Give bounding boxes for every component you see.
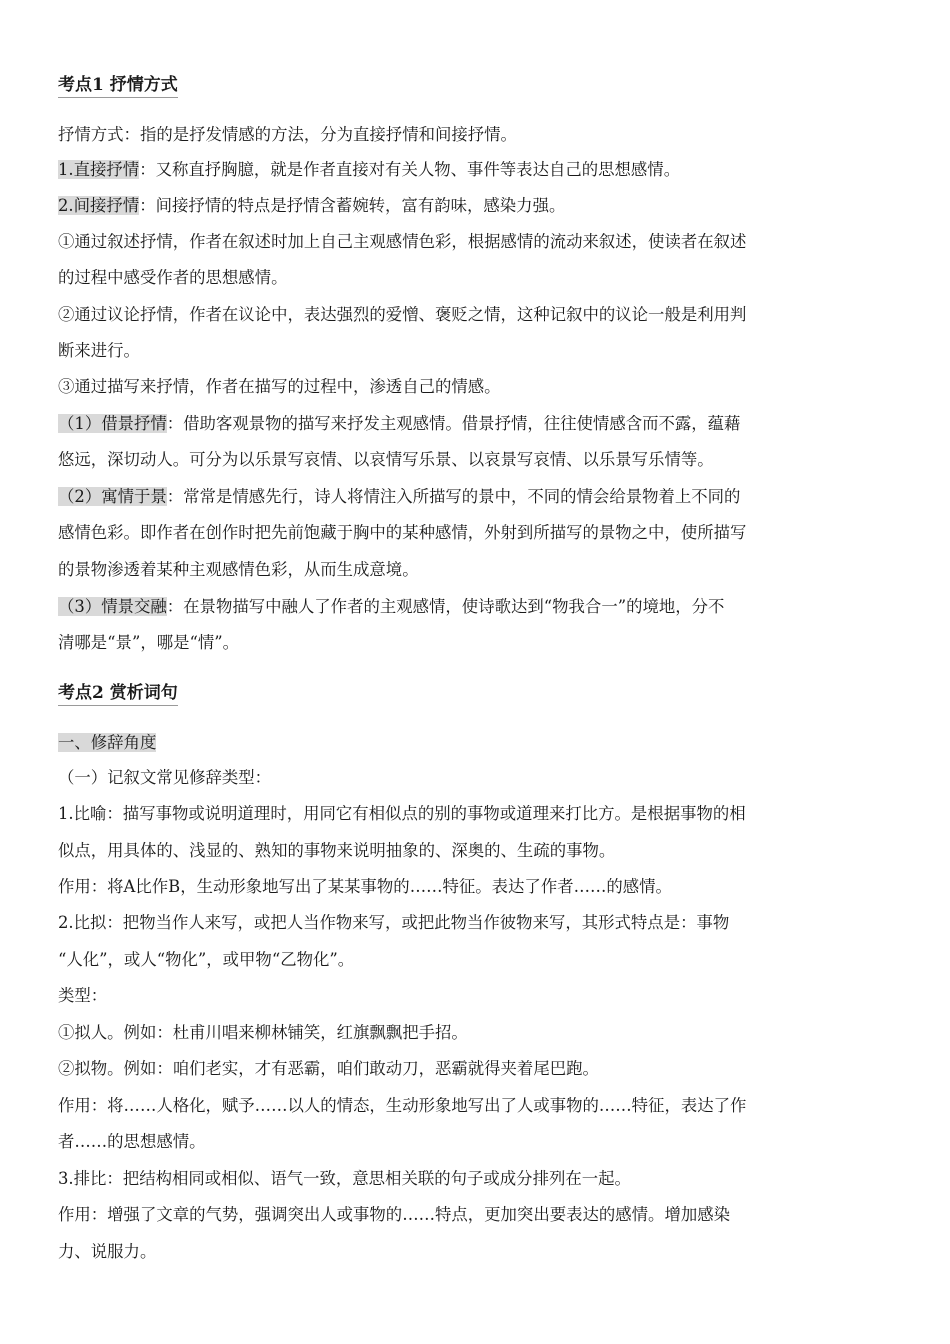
item3-line: ③通过描写来抒情，作者在描写的过程中，渗透自己的情感。 [58,377,501,396]
indirect-lyric-label: 2.间接抒情 [58,196,140,215]
sub3-text: ：在景物描写中融人了作者的主观感情，使诗歌达到“物我合一”的境地，分不 [166,597,725,616]
parallelism-effect-line1: 作用：增强了文章的气势，强调突出人或事物的……特点，更加突出要表达的感情。增加感染 [58,1205,731,1224]
rhetoric-types-title: （一）记叙文常见修辞类型： [58,768,272,787]
personification-line1: 2.比拟：把物当作人来写，或把人当作物来写，或把此物当作彼物来写，其形式特点是：事物 [58,913,730,932]
sub3-line2: 清哪是“景”，哪是“情”。 [58,633,240,652]
item1-line1: ①通过叙述抒情，作者在叙述时加上自己主观感情色彩，根据感情的流动来叙述，使读者在叙述 [58,232,747,251]
type2-line: ②拟物。例如：咱们老实，才有恶霸，咱们敢动刀，恶霸就得夹着尾巴跑。 [58,1059,599,1078]
sub1-line1 [58,412,894,436]
sub2-line3: 的景物渗透着某种主观感情色彩，从而生成意境。 [58,560,419,579]
personification-line2: “人化”，或人“物化”，或甲物“乙物化”。 [58,950,355,969]
types-label: 类型： [58,986,108,1005]
direct-lyric-line [58,158,894,182]
section2-heading: 考点2 赏析词句 [58,682,178,706]
direct-lyric-label: 1.直接抒情 [58,160,140,179]
personification-effect-line2: 者……的思想感情。 [58,1132,206,1151]
section1-intro: 抒情方式：指的是抒发情感的方法，分为直接抒情和间接抒情。 [58,125,517,144]
section1-heading: 考点1 抒情方式 [58,74,178,98]
sub3-line1 [58,595,894,619]
sub1-text: ：借助客观景物的描写来抒发主观感情。借景抒情，往往使情感含而不露，蕴藉 [166,414,741,433]
personification-effect-line1: 作用：将……人格化，赋予……以人的情态，生动形象地写出了人或事物的……特征，表达了作 [58,1096,747,1115]
sub2-line1 [58,485,894,509]
parallelism-line: 3.排比：把结构相同或相似、语气一致，意思相关联的句子或成分排列在一起。 [58,1169,631,1188]
indirect-lyric-line [58,194,894,218]
sub1-label: （1）借景抒情 [58,414,167,433]
item1-line2: 的过程中感受作者的思想感情。 [58,268,288,287]
parallelism-effect-line2: 力、说服力。 [58,1242,157,1261]
metaphor-effect: 作用：将A比作B，生动形象地写出了某某事物的……特征。表达了作者……的感情。 [58,877,672,896]
sub2-line2: 感情色彩。即作者在创作时把先前饱藏于胸中的某种感情，外射到所描写的景物之中，使所描写 [58,523,747,542]
metaphor-line2: 似点，用具体的、浅显的、熟知的事物来说明抽象的、深奥的、生疏的事物。 [58,841,616,860]
metaphor-line1: 1.比喻：描写事物或说明道理时，用同它有相似点的别的事物或道理来打比方。是根据事物的相 [58,804,746,823]
direct-lyric-text: ：又称直抒胸臆，就是作者直接对有关人物、事件等表达自己的思想感情。 [139,160,681,179]
type1-line: ①拟人。例如：杜甫川唱来柳林铺笑，红旗飘飘把手招。 [58,1023,468,1042]
sub3-label: （3）情景交融 [58,597,167,616]
item2-line1: ②通过议论抒情，作者在议论中，表达强烈的爱憎、褒贬之情，这种记叙中的议论一般是利用判 [58,305,747,324]
sub1-line2: 悠远，深切动人。可分为以乐景写哀情、以哀情写乐景、以哀景写哀情、以乐景写乐情等。 [58,450,714,469]
item2-line2: 断来进行。 [58,341,140,360]
rhetoric-angle-label: 一、修辞角度 [58,733,157,752]
rhetoric-angle-line [58,731,894,755]
sub2-label: （2）寓情于景 [58,487,167,506]
sub2-text: ：常常是情感先行，诗人将情注入所描写的景中，不同的情会给景物着上不同的 [166,487,741,506]
indirect-lyric-text: ：间接抒情的特点是抒情含蓄婉转，富有韵味，感染力强。 [139,196,566,215]
